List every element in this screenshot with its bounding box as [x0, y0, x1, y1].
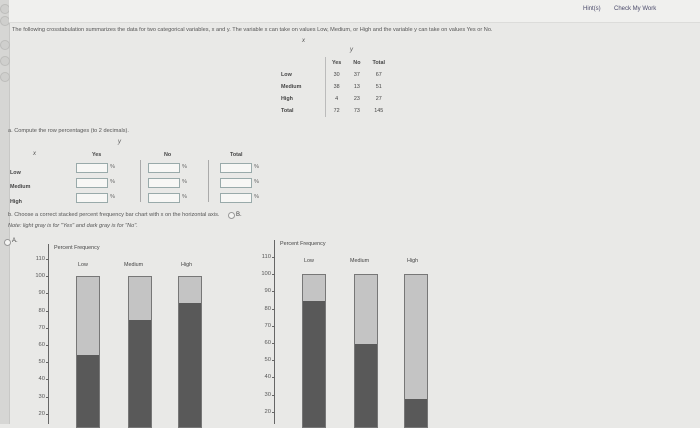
- crosstab-cell: 13: [353, 84, 360, 90]
- row-pct-col-yes: Yes: [92, 152, 102, 158]
- chart-a-segment-dark: [129, 320, 151, 427]
- crosstab-y-var: y: [350, 47, 353, 53]
- chart-b-segment-dark: [355, 344, 377, 427]
- row-pct-col-no: No: [164, 152, 172, 158]
- crosstab-cell: 67: [375, 72, 382, 78]
- medium-total-input[interactable]: [220, 178, 252, 188]
- chart-a-tick-mark: [46, 328, 49, 329]
- chart-a-tick-label: 20: [38, 410, 45, 417]
- chart-b-tick-mark: [272, 291, 275, 292]
- crosstab-cell: 38: [326, 81, 348, 93]
- chart-a-tick-mark: [46, 414, 49, 415]
- chart-a-tick-label: 90: [38, 290, 45, 297]
- chart-b-category: Medium: [350, 258, 370, 264]
- crosstab-col-header: Yes: [326, 57, 348, 69]
- chart-b-tick-label: 90: [264, 288, 271, 295]
- chart-a-segment-light: [77, 277, 99, 354]
- percent-sign: %: [182, 164, 187, 170]
- part-b-note: Note: light gray is for "Yes" and dark gray is for "No".: [8, 223, 138, 229]
- crosstab-cell: 23: [353, 96, 360, 102]
- chart-b: [226, 240, 486, 424]
- crosstab-col-header: Total: [372, 60, 385, 66]
- chart-b-bar-low: [302, 274, 326, 428]
- crosstab-cell: 51: [375, 84, 382, 90]
- crosstab-row-label: Medium: [281, 84, 302, 90]
- chart-a-category: Medium: [124, 262, 144, 268]
- chart-b-tick-mark: [272, 326, 275, 327]
- medium-no-input[interactable]: [148, 178, 180, 188]
- chart-b-tick-label: 20: [264, 408, 271, 415]
- rail-dot-icon[interactable]: [0, 40, 10, 50]
- chart-a: [0, 240, 260, 424]
- column-divider: [140, 160, 141, 202]
- chart-a-tick-label: 80: [38, 307, 45, 314]
- medium-yes-input[interactable]: [76, 178, 108, 188]
- option-b-label: B.: [236, 212, 242, 218]
- row-pct-label-high: High: [10, 199, 22, 205]
- chart-a-tick-mark: [46, 259, 49, 260]
- chart-a-tick-label: 100: [35, 273, 45, 280]
- chart-a-tick-mark: [46, 293, 49, 294]
- crosstab-cell: 30: [326, 69, 348, 81]
- crosstab-x-var: x: [302, 38, 305, 44]
- chart-a-tick-label: 60: [38, 342, 45, 348]
- chart-b-tick-label: 70: [264, 322, 271, 329]
- chart-b-tick-label: 80: [264, 305, 271, 312]
- percent-sign: %: [182, 179, 187, 185]
- percent-sign: %: [110, 164, 115, 170]
- chart-b-segment-light: [303, 275, 325, 301]
- chart-a-tick-label: 30: [38, 393, 45, 400]
- chart-a-tick-label: 50: [38, 359, 45, 366]
- low-no-input[interactable]: [148, 163, 180, 173]
- row-pct-label-medium: Medium: [10, 184, 31, 190]
- chart-a-bar-medium: [128, 276, 152, 428]
- crosstab-cell: 72: [326, 105, 348, 117]
- chart-b-tick-mark: [272, 412, 275, 413]
- crosstab-cell: 37: [353, 72, 360, 78]
- percent-sign: %: [110, 179, 115, 185]
- chart-a-segment-light: [129, 277, 151, 320]
- chart-b-tick-label: 60: [264, 340, 271, 346]
- chart-a-tick-mark: [46, 362, 49, 363]
- crosstab-table: [275, 57, 391, 117]
- hints-button[interactable]: Hint(s): [583, 6, 601, 12]
- part-a-y-var: y: [118, 139, 121, 145]
- check-my-work-button[interactable]: Check My Work: [614, 6, 657, 12]
- percent-sign: %: [182, 194, 187, 200]
- chart-a-tick-mark: [46, 379, 49, 380]
- high-total-input[interactable]: [220, 193, 252, 203]
- low-yes-input[interactable]: [76, 163, 108, 173]
- row-pct-col-total: Total: [230, 152, 243, 158]
- chart-b-tick-label: 40: [264, 374, 271, 381]
- option-b-radio[interactable]: [228, 212, 235, 219]
- crosstab-row-label: Total: [281, 108, 294, 114]
- crosstab-row-label: Low: [281, 72, 292, 78]
- chart-a-segment-light: [179, 277, 201, 303]
- chart-a-tick-mark: [46, 397, 49, 398]
- chart-b-title: Percent Frequency: [280, 241, 326, 247]
- chart-b-segment-dark: [405, 399, 427, 427]
- percent-sign: %: [254, 179, 259, 185]
- chart-a-tick-mark: [46, 311, 49, 312]
- high-yes-input[interactable]: [76, 193, 108, 203]
- chart-b-segment-dark: [303, 301, 325, 427]
- percent-sign: %: [254, 194, 259, 200]
- chart-b-tick-mark: [272, 257, 275, 258]
- chart-b-bar-high: [404, 274, 428, 428]
- chart-a-segment-dark: [179, 303, 201, 427]
- chart-b-tick-mark: [272, 377, 275, 378]
- chart-b-tick-label: 110: [261, 254, 271, 260]
- chart-b-segment-light: [405, 275, 427, 399]
- chart-a-title: Percent Frequency: [54, 245, 100, 251]
- chart-a-category: High: [181, 262, 193, 268]
- percent-sign: %: [110, 194, 115, 200]
- crosstab-col-header: No: [353, 60, 361, 66]
- chart-b-tick-label: 100: [261, 271, 271, 278]
- chart-b-segment-light: [355, 275, 377, 344]
- chart-a-tick-mark: [46, 276, 49, 277]
- crosstab-cell: 73: [353, 108, 360, 114]
- chart-a-bar-low: [76, 276, 100, 428]
- percent-sign: %: [254, 164, 259, 170]
- chart-a-tick-mark: [46, 345, 49, 346]
- chart-b-tick-label: 30: [264, 391, 271, 398]
- chart-b-tick-mark: [272, 309, 275, 310]
- chart-b-category: High: [407, 258, 419, 264]
- row-pct-label-low: Low: [10, 170, 21, 176]
- chart-a-tick-label: 40: [38, 376, 45, 383]
- chart-a-segment-dark: [77, 355, 99, 427]
- high-no-input[interactable]: [148, 193, 180, 203]
- rail-dot-icon[interactable]: [0, 72, 10, 82]
- rail-dot-icon[interactable]: [0, 56, 10, 66]
- crosstab-cell: 27: [375, 96, 382, 102]
- chart-b-y-axis: [274, 240, 275, 424]
- chart-b-tick-mark: [272, 395, 275, 396]
- chart-b-tick-mark: [272, 360, 275, 361]
- chart-b-category: Low: [304, 258, 314, 264]
- chart-a-bar-high: [178, 276, 202, 428]
- chart-b-bar-medium: [354, 274, 378, 428]
- column-divider: [208, 160, 209, 202]
- chart-a-tick-label: 110: [35, 256, 45, 262]
- chart-b-tick-mark: [272, 274, 275, 275]
- low-total-input[interactable]: [220, 163, 252, 173]
- chart-a-category: Low: [78, 262, 88, 268]
- chart-a-tick-label: 70: [38, 324, 45, 331]
- part-b-prompt: b. Choose a correct stacked percent frequency bar chart with x on the horizontal axis.: [8, 212, 220, 218]
- option-a-label: A.: [12, 238, 18, 244]
- part-a-prompt: a. Compute the row percentages (to 2 decimals).: [8, 128, 129, 134]
- problem-intro: The following crosstabulation summarizes the data for two categorical variables, x and y. The variable x can take on values Low, Medium, or High and the variable y can take on values Yes or No.: [12, 27, 493, 33]
- chart-b-tick-mark: [272, 343, 275, 344]
- crosstab-cell: 4: [326, 93, 348, 105]
- chart-b-tick-label: 50: [264, 357, 271, 364]
- crosstab-cell: 145: [374, 108, 384, 114]
- crosstab-row-label: High: [281, 96, 293, 102]
- part-a-x-var: x: [33, 151, 36, 157]
